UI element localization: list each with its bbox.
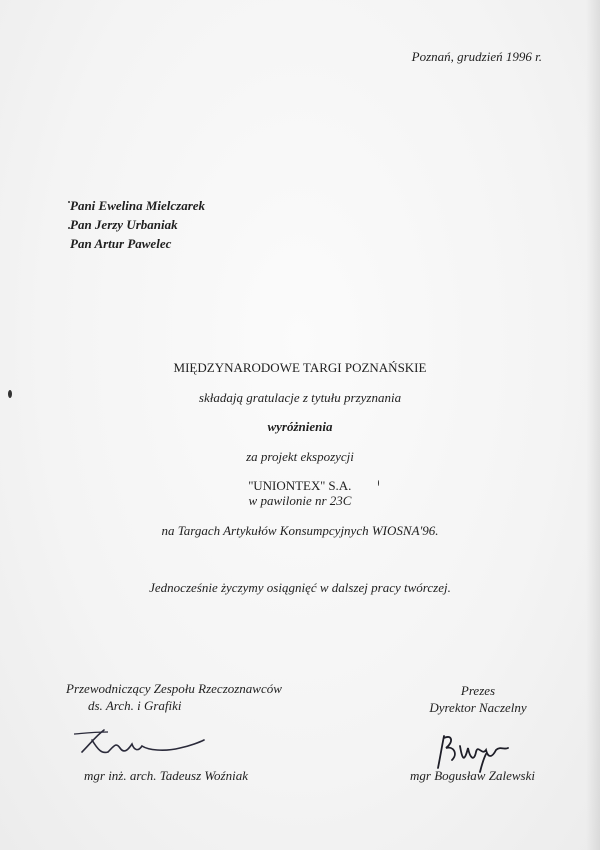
left-signatory-title (66, 680, 282, 714)
right-title-line1: Prezes (460, 683, 496, 698)
right-signatory-title (420, 682, 536, 716)
recipient-name: Pan Artur Pawelec (70, 236, 172, 251)
recipient-name: Pani Ewelina Mielczarek (70, 198, 206, 213)
recipients-block (70, 196, 205, 253)
right-title-line2: Dyrektor Naczelny (429, 700, 527, 715)
congratulations-line: składają gratulacje z tytułu przyznania (198, 390, 402, 405)
pavilion-line: w pawilonie nr 23C (248, 493, 352, 508)
fair-line: na Targach Artykułów Konsumpcyjnych WIOSNA'96. (161, 523, 439, 538)
wishes-line: Jednocześnie życzymy osiągnięć w dalszej pracy twórczej. (149, 580, 451, 595)
left-title-line1: Przewodniczący Zespołu Rzeczoznawców (66, 681, 282, 696)
left-handwritten-signature (68, 722, 218, 764)
right-signatory-name: mgr Bogusław Zalewski (410, 768, 535, 783)
date-line: Poznań, grudzień 1996 r. (411, 49, 542, 64)
left-title-line2: ds. Arch. i Grafiki (88, 698, 182, 713)
project-line: za projekt ekspozycji (246, 449, 354, 464)
company-line: ''UNIONTEX'' S.A. (248, 478, 352, 493)
organization-name: MIĘDZYNARODOWE TARGI POZNAŃSKIE (173, 360, 427, 375)
recipient-name: Pan Jerzy Urbaniak (70, 217, 178, 232)
left-signatory-name: mgr inż. arch. Tadeusz Woźniak (84, 768, 248, 783)
award-line: wyróżnienia (267, 419, 333, 434)
